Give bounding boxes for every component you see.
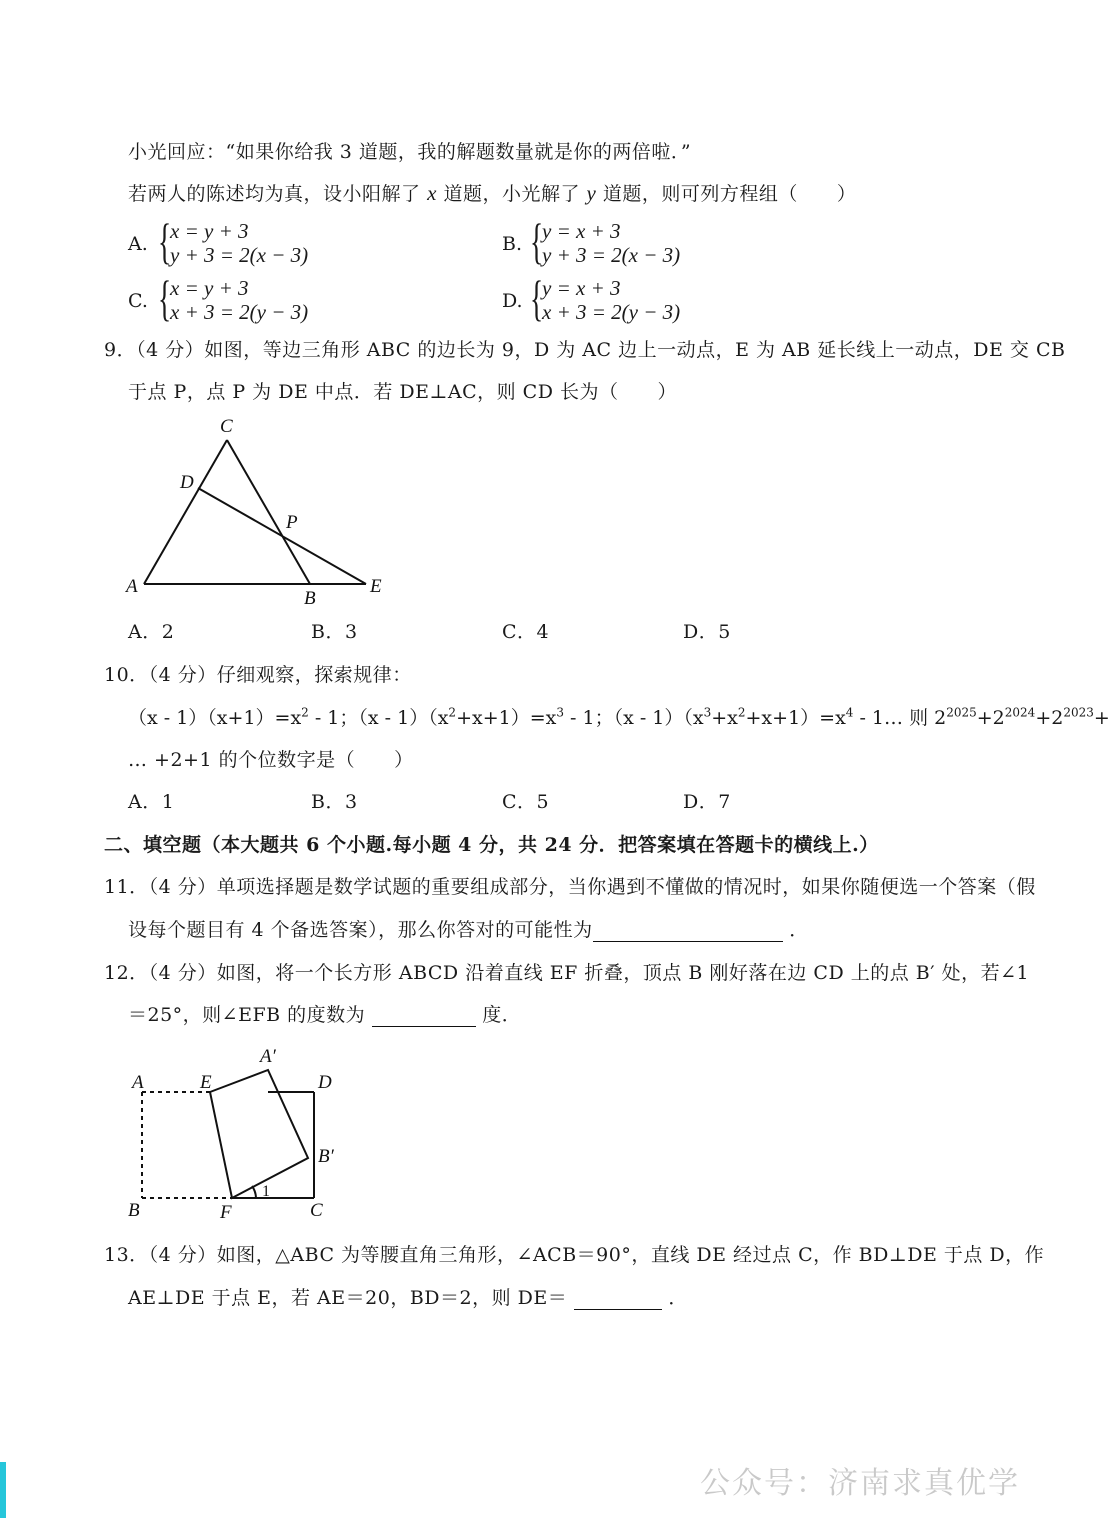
- q12-line2: ＝25°，则∠EFB 的度数为 度．: [128, 1004, 522, 1026]
- label-a: A: [132, 1072, 144, 1093]
- segment-ac: [144, 440, 227, 584]
- q8-option-a-system: { x = y + 3 y + 3 = 2(x − 3): [158, 213, 309, 269]
- q9-line1: 9．（4 分）如图，等边三角形 ABC 的边长为 9，D 为 AC 边上一动点，E 为 AB 延长线上一动点，DE 交 CB: [104, 339, 1066, 361]
- q11-line2: 设每个题目有 4 个备选答案），那么你答对的可能性为 ．: [128, 919, 809, 941]
- q8-option-c-eq2: x + 3 = 2(y − 3): [170, 300, 309, 324]
- q12-line1: 12．（4 分）如图，将一个长方形 ABCD 沿着直线 EF 折叠，顶点 B 刚好落在边 CD 上的点 B′ 处，若∠1: [104, 962, 1030, 984]
- q8-option-b-label: B.: [502, 233, 523, 255]
- label-b: B: [128, 1200, 140, 1221]
- label-c: C: [310, 1200, 323, 1221]
- q8-option-c-label: C.: [128, 290, 148, 312]
- q12-fold-figure: [120, 1040, 350, 1225]
- label-d: D: [180, 472, 194, 493]
- q10-line2: $(x - 1)(x+1)=x^2 - 1$；$(x - 1)(x^2+x+1)=x^3 - 1$；$(x - 1)(x^3+x^2+x+1)=x^4$ - 1… 则 $2^{2025}+2^{2024}+2^{2023}+$: [128, 705, 1110, 729]
- folded-quad: [210, 1070, 308, 1198]
- label-b: B: [304, 588, 316, 609]
- label-angle-1: 1: [262, 1183, 270, 1200]
- watermark: 公众号：济南求真优学: [700, 1466, 1020, 1501]
- segment-de: [198, 488, 366, 584]
- q9-option-b: B．3: [311, 621, 358, 643]
- q10-option-b: B．3: [311, 791, 358, 813]
- label-p: P: [286, 512, 298, 533]
- q10-line3: … +2+1 的个位数字是（ ）: [128, 749, 414, 771]
- q8-option-d-eq1: y = x + 3: [542, 276, 621, 300]
- q13-line1: 13．（4 分）如图，△ABC 为等腰直角三角形，∠ACB＝90°，直线 DE 经过点 C，作 BD⊥DE 于点 D，作: [104, 1244, 1045, 1266]
- q9-option-c: C．4: [502, 621, 550, 643]
- q8-option-c-eq1: x = y + 3: [170, 276, 249, 300]
- label-f: F: [220, 1202, 232, 1223]
- q8-option-a-label: A.: [128, 233, 148, 255]
- q9-line2: 于点 P，点 P 为 DE 中点．若 DE⊥AC，则 CD 长为（ ）: [128, 381, 677, 403]
- angle-1-arc: [252, 1186, 256, 1198]
- q11-line1: 11．（4 分）单项选择题是数学试题的重要组成部分，当你遇到不懂做的情况时，如果你随便选一个答案（假: [104, 876, 1036, 898]
- label-d: D: [318, 1072, 332, 1093]
- q8-option-b-system: { y = x + 3 y + 3 = 2(x − 3): [530, 213, 681, 269]
- label-a: A: [126, 576, 138, 597]
- q9-triangle-figure: [120, 410, 400, 610]
- q8-option-d-system: { y = x + 3 x + 3 = 2(y − 3): [530, 270, 681, 326]
- q8-option-c-system: { x = y + 3 x + 3 = 2(y − 3): [158, 270, 309, 326]
- q10-line1: 10．（4 分）仔细观察，探索规律：: [104, 664, 412, 686]
- q9-option-d: D．5: [683, 621, 731, 643]
- left-edge-bar: [0, 1462, 6, 1518]
- q8-option-a-eq1: x = y + 3: [170, 219, 249, 243]
- section2-heading: 二、填空题（本大题共 6 个小题.每小题 4 分，共 24 分．把答案填在答题卡的横线上.）: [104, 834, 879, 856]
- label-c: C: [220, 416, 233, 437]
- q8-option-d-eq2: x + 3 = 2(y − 3): [542, 300, 681, 324]
- q8-line1: 小光回应：“如果你给我 3 道题，我的解题数量就是你的两倍啦．”: [128, 141, 692, 163]
- q9-option-a: A．2: [128, 621, 175, 643]
- q8-option-d-label: D.: [502, 290, 523, 312]
- label-a-prime: A′: [260, 1046, 276, 1067]
- q10-option-d: D．7: [683, 791, 731, 813]
- label-e: E: [370, 576, 382, 597]
- label-e: E: [200, 1072, 212, 1093]
- q8-line2: 若两人的陈述均为真，设小阳解了 x 道题，小光解了 y 道题，则可列方程组（ ）: [128, 181, 857, 205]
- q8-option-a-eq2: y + 3 = 2(x − 3): [170, 243, 309, 267]
- q10-option-a: A．1: [128, 791, 175, 813]
- q13-line2: AE⊥DE 于点 E，若 AE＝20，BD＝2，则 DE＝ ．: [128, 1287, 688, 1309]
- q12-answer-blank[interactable]: [372, 1008, 476, 1027]
- q8-option-b-eq1: y = x + 3: [542, 219, 621, 243]
- q13-answer-blank[interactable]: [574, 1291, 662, 1310]
- q8-option-b-eq2: y + 3 = 2(x − 3): [542, 243, 681, 267]
- label-b-prime: B′: [318, 1146, 334, 1167]
- q10-option-c: C．5: [502, 791, 550, 813]
- q11-answer-blank[interactable]: [593, 923, 783, 942]
